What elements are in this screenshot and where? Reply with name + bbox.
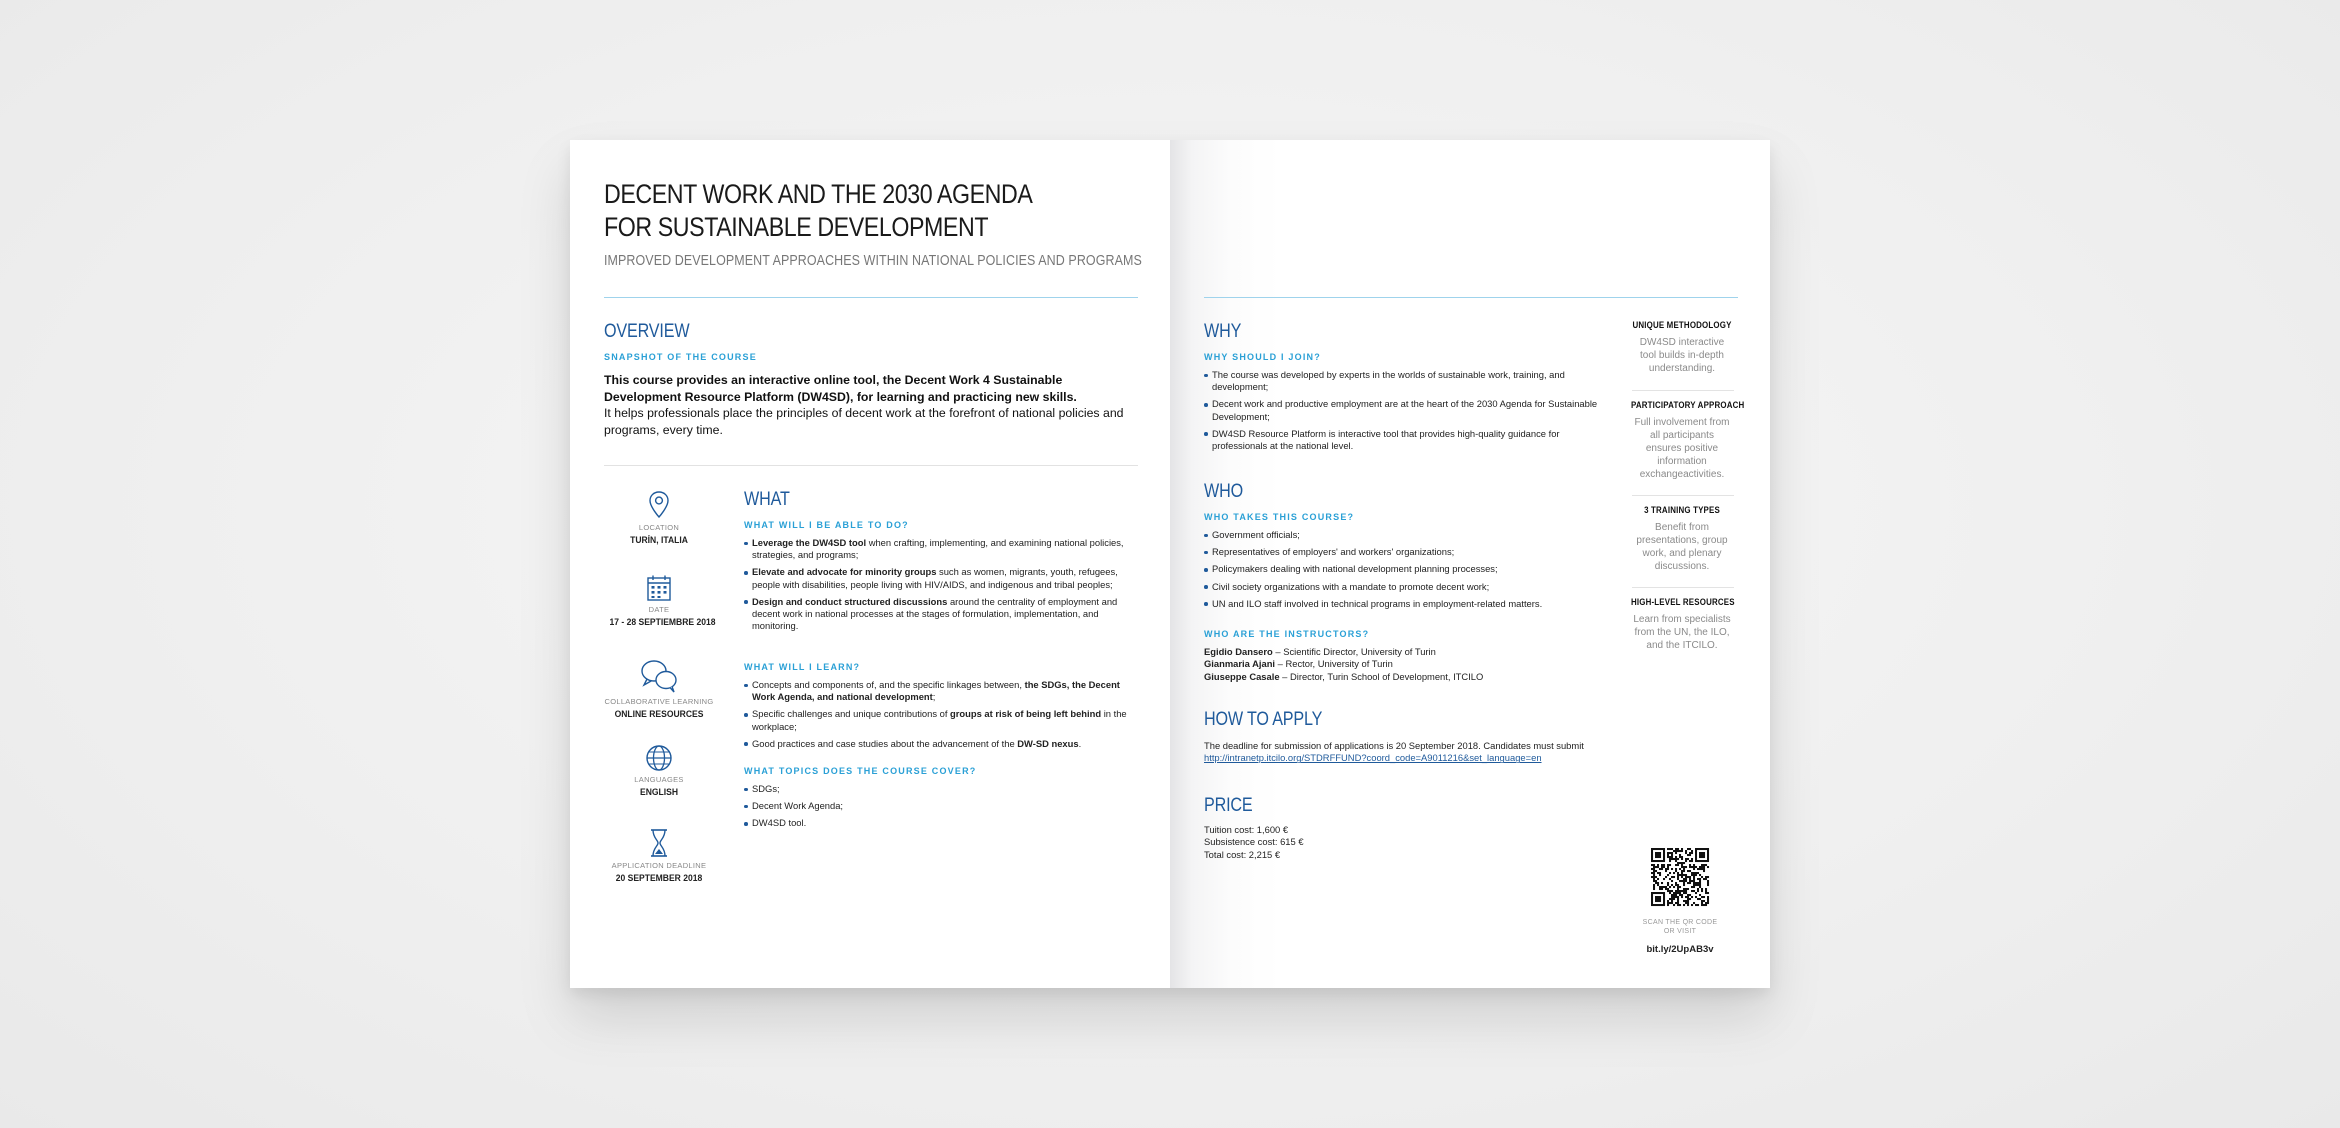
fact-languages <box>604 744 714 798</box>
fact-application-deadline <box>604 828 714 884</box>
list-item: Concepts and components of, and the specific linkages between, the SDGs, the Decent Work Agenda, and national development; <box>744 679 1136 703</box>
who-heading: WHO <box>1204 481 1243 502</box>
fact-location <box>604 490 714 546</box>
document-title: DECENT WORK AND THE 2030 AGENDA FOR SUSTAINABLE DEVELOPMENT <box>604 179 1033 242</box>
apply-text: The deadline for submission of applications is 20 September 2018. Candidates must submit http://intranetp.itcilo.org/STDRFFUND?coord_code=A9011216&set_language=en <box>1204 740 1584 764</box>
price-list <box>1204 824 1504 861</box>
highlight-item: HIGH-LEVEL RESOURCES Learn from specialists from the UN, the ILO, and the ITCILO. <box>1630 597 1735 651</box>
instructor-row: Gianmaria Ajani – Rector, University of Turin <box>1204 658 1393 670</box>
fact-label: LOCATION <box>638 523 680 532</box>
sidebar-divider <box>1632 495 1734 496</box>
document-subtitle: IMPROVED DEVELOPMENT APPROACHES WITHIN NATIONAL POLICIES AND PROGRAMS <box>604 253 1142 269</box>
overview-lead <box>604 372 1138 438</box>
why-heading: WHY <box>1204 321 1242 342</box>
overview-lead-bold: This course provides an interactive online tool, the Decent Work 4 Sustainable Development Resource Platform (DW4SD), for learning and practicing new skills. <box>604 373 1077 404</box>
list-item: Decent work and productive employment are at the heart of the 2030 Agenda for Sustainable Development; <box>1204 398 1600 422</box>
instructors-subheading: WHO ARE THE INSTRUCTORS? <box>1204 629 1370 639</box>
list-item: DW4SD Resource Platform is interactive tool that provides high-quality guidance for professionals at the national level. <box>1204 428 1600 452</box>
highlight-item: PARTICIPATORY APPROACH Full involvement from all participants ensures positive information exchangeactivities. <box>1630 400 1745 480</box>
fact-label: COLLABORATIVE LEARNING <box>604 697 714 706</box>
fact-label: LANGUAGES <box>634 775 684 784</box>
list-item: DW4SD tool. <box>744 817 1136 829</box>
what-heading: WHAT <box>744 489 790 510</box>
qr-code-icon[interactable] <box>1647 844 1713 910</box>
list-item: Policymakers dealing with national development planning processes; <box>1204 563 1600 575</box>
header-rule <box>604 297 1138 298</box>
who-subheading: WHO TAKES THIS COURSE? <box>1204 512 1355 522</box>
list-item: SDGs; <box>744 783 1136 795</box>
fact-value: ONLINE RESOURCES <box>614 709 704 720</box>
right-page <box>1170 140 1770 988</box>
chat-bubbles-icon <box>639 658 679 694</box>
location-pin-icon <box>647 490 671 520</box>
qr-caption: SCAN THE QR CODE OR VISIT <box>1642 919 1718 935</box>
price-line: Tuition cost: 1,600 € <box>1204 824 1289 835</box>
list-item: Design and conduct structured discussions around the centrality of employment and decent work in national processes at the stages of formulation, implementation, and monitoring. <box>744 596 1136 633</box>
list-item: Civil society organizations with a mandate to promote decent work; <box>1204 581 1600 593</box>
fact-label: DATE <box>648 605 670 614</box>
overview-heading: OVERVIEW <box>604 321 690 342</box>
list-item: The course was developed by experts in the worlds of sustainable work, training, and development; <box>1204 369 1600 393</box>
instructors-list <box>1204 646 1604 683</box>
sidebar-divider <box>1632 390 1734 391</box>
list-item: Representatives of employers' and workers' organizations; <box>1204 546 1600 558</box>
overview-subheading: SNAPSHOT OF THE COURSE <box>604 352 757 362</box>
qr-url[interactable]: bit.ly/2UpAB3v <box>1646 944 1714 955</box>
instructor-row: Egidio Dansero – Scientific Director, University of Turin <box>1204 646 1436 657</box>
apply-link[interactable]: http://intranetp.itcilo.org/STDRFFUND?coord_code=A9011216&set_language=en <box>1204 752 1542 764</box>
overview-lead-rest: It helps professionals place the principles of decent work at the forefront of national policies and programs, every time. <box>604 406 1124 437</box>
highlight-item: UNIQUE METHODOLOGY DW4SD interactive tool builds in-depth understanding. <box>1632 320 1732 374</box>
list-item: Decent Work Agenda; <box>744 800 1136 812</box>
price-line: Total cost: 2,215 € <box>1204 848 1281 860</box>
what-topics-list <box>744 783 1136 835</box>
left-page <box>570 140 1170 988</box>
fact-label: APPLICATION DEADLINE <box>611 861 707 870</box>
what-learn-subheading: WHAT WILL I LEARN? <box>744 662 861 672</box>
fact-value: 17 - 28 SEPTIEMBRE 2018 <box>609 617 716 628</box>
price-line: Subsistence cost: 615 € <box>1204 836 1304 848</box>
fact-collaborative-learning <box>604 658 714 720</box>
header-rule <box>1204 297 1738 298</box>
price-heading: PRICE <box>1204 795 1253 816</box>
what-able-list <box>744 537 1136 637</box>
list-item: Government officials; <box>1204 529 1600 541</box>
fact-value: 20 SEPTEMBER 2018 <box>615 873 703 884</box>
what-able-subheading: WHAT WILL I BE ABLE TO DO? <box>744 520 909 530</box>
fact-date <box>604 574 714 628</box>
sidebar-divider <box>1632 587 1734 588</box>
why-list <box>1204 369 1600 457</box>
what-learn-list <box>744 679 1136 755</box>
instructor-row: Giuseppe Casale – Director, Turin School of Development, ITCILO <box>1204 670 1484 682</box>
list-item: Good practices and case studies about the advancement of the DW-SD nexus. <box>744 738 1136 750</box>
brochure-spread <box>570 140 1770 988</box>
fact-value: TURÍN, ITALIA <box>630 535 688 546</box>
overview-rule <box>604 465 1138 466</box>
who-list <box>1204 529 1600 615</box>
apply-heading: HOW TO APPLY <box>1204 709 1323 730</box>
hourglass-icon <box>648 828 670 858</box>
globe-icon <box>645 744 673 772</box>
list-item: UN and ILO staff involved in technical programs in employment-related matters. <box>1204 598 1600 610</box>
list-item: Specific challenges and unique contributions of groups at risk of being left behind in the workplace; <box>744 708 1136 732</box>
list-item: Leverage the DW4SD tool when crafting, implementing, and examining national policies, strategies, and programs; <box>744 537 1136 561</box>
list-item: Elevate and advocate for minority groups such as women, migrants, youth, refugees, people with disabilities, people living with HIV/AIDS, and indigenous and tribal peoples; <box>744 566 1136 590</box>
highlight-item: 3 TRAINING TYPES Benefit from presentations, group work, and plenary discussions. <box>1636 505 1728 572</box>
fact-value: ENGLISH <box>639 787 678 798</box>
what-topics-subheading: WHAT TOPICS DOES THE COURSE COVER? <box>744 766 977 776</box>
why-subheading: WHY SHOULD I JOIN? <box>1204 352 1321 362</box>
calendar-icon <box>646 574 672 602</box>
